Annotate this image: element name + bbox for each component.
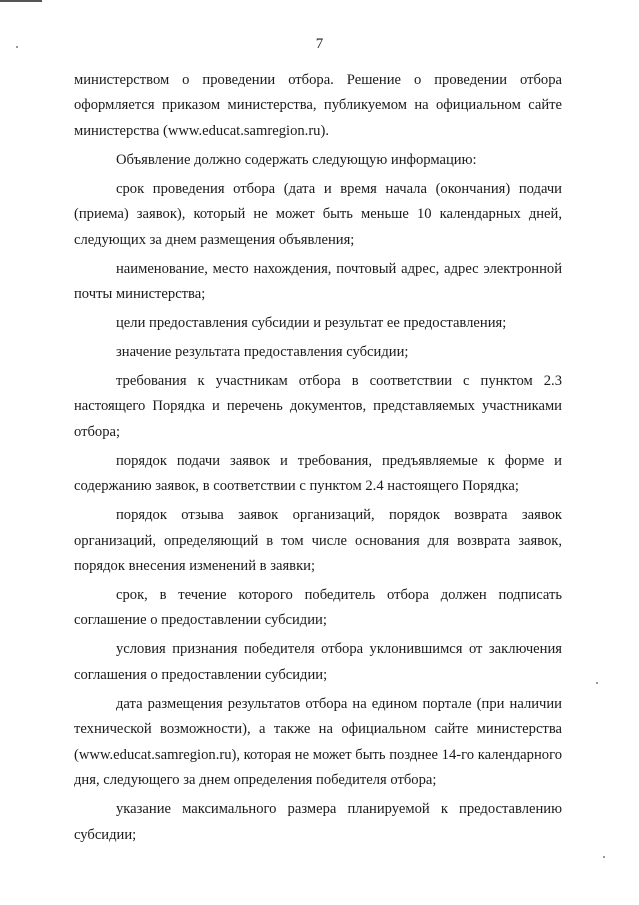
scan-speck — [596, 682, 598, 684]
paragraph-winner-evasion: условия признания победителя отбора уклонившимся от заключения соглашения о предоставлении субсидии; — [74, 641, 562, 683]
paragraph-max-subsidy: указание максимального размера планируемой к предоставлению субсидии; — [74, 801, 562, 843]
paragraph-participant-requirements: требования к участникам отбора в соответствии с пунктом 2.3 настоящего Порядка и перечень документов, представляемых участниками отбора; — [74, 373, 562, 440]
paragraph-ministry-decision: министерством о проведении отбора. Решение о проведении отбора оформляется приказом министерства, публикуемом на официальном сайте министерства (www.educat.samregion.ru). — [74, 72, 562, 139]
paragraph-subsidy-goals: цели предоставления субсидии и результат ее предоставления; — [116, 315, 507, 332]
scan-edge-mark — [0, 0, 42, 2]
paragraph-results-publication: дата размещения результатов отбора на едином портале (при наличии технической возможности), а также на официальном сайте министерства (www.educat.samregion.ru), которая не может быть позднее 14-го календарного дня, следующего за днем определения победителя отбора; — [74, 695, 562, 789]
paragraph-application-procedure: порядок подачи заявок и требования, предъявляемые к форме и содержанию заявок, в соответствии с пунктом 2.4 настоящего Порядка; — [74, 452, 562, 495]
document-body — [74, 68, 562, 852]
paragraph-selection-period: срок проведения отбора (дата и время начала (окончания) подачи (приема) заявок), который не может быть меньше 10 календарных дней, следующих за днем размещения объявления; — [74, 180, 562, 248]
paragraph-announcement-intro: Объявление должно содержать следующую информацию: — [116, 151, 477, 168]
page-number: 7 — [315, 36, 324, 52]
scan-speck — [603, 856, 605, 858]
paragraph-ministry-contacts: наименование, место нахождения, почтовый адрес, адрес электронной почты министерства; — [74, 260, 562, 303]
paragraph-result-value: значение результата предоставления субсидии; — [116, 344, 409, 361]
paragraph-application-withdrawal: порядок отзыва заявок организаций, порядок возврата заявок организаций, определяющий в том числе основания для возврата заявок, порядок внесения изменений в заявки; — [74, 507, 562, 575]
paragraph-agreement-deadline: срок, в течение которого победитель отбора должен подписать соглашение о предоставлении субсидии; — [74, 587, 562, 629]
